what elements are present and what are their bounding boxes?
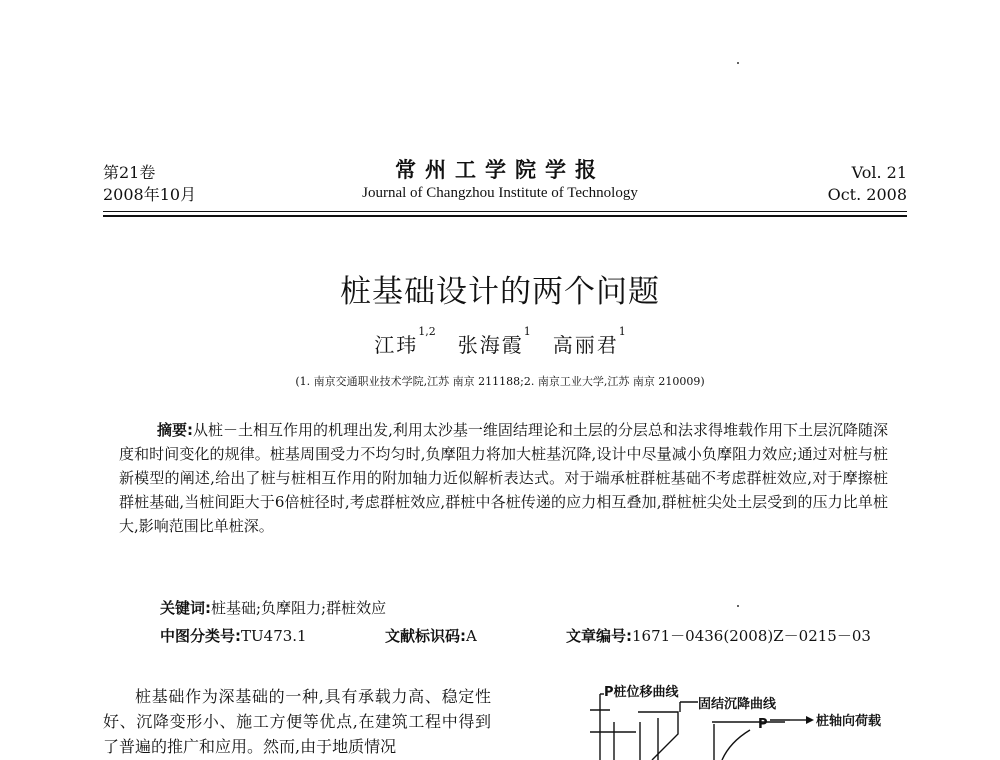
header-rule-bottom (103, 215, 907, 217)
abstract (119, 418, 888, 538)
author-affil-mark: 1 (618, 325, 626, 338)
keywords (160, 597, 386, 618)
author-name: 张海霞 (457, 333, 524, 357)
label-pile-displacement: P桩位移曲线 (604, 685, 679, 700)
clc-value: TU473.1 (241, 627, 307, 645)
volume-date-en (828, 162, 907, 206)
volume-cn: 第21卷 (103, 163, 156, 182)
body-column-left (103, 684, 491, 759)
header-rule-top (103, 211, 907, 212)
label-consolidation: 固结沉降曲线 (698, 697, 777, 712)
article-no-value: 1671－0436(2008)Z－0215－03 (632, 627, 871, 645)
author-name: 江玮 (374, 333, 419, 357)
axial-load-curve (722, 730, 750, 760)
author-affil-mark: 1,2 (418, 325, 436, 338)
arrow-head-icon (806, 716, 814, 724)
article-number (566, 625, 871, 646)
author-name: 高丽君 (552, 333, 619, 357)
document-code (385, 625, 477, 646)
doc-code-label: 文献标识码: (385, 627, 466, 645)
journal-title-en: Journal of Changzhou Institute of Technology (362, 185, 638, 201)
scan-speck (737, 605, 739, 607)
date-en: Oct. 2008 (827, 185, 907, 204)
author-list (0, 325, 1000, 358)
scan-speck (737, 62, 739, 64)
author-affil-mark: 1 (523, 325, 531, 338)
affiliation: (1. 南京交通职业技术学院,江苏 南京 211188;2. 南京工业大学,江苏 南京 210009) (295, 375, 705, 388)
volume-en: Vol. 21 (851, 163, 907, 182)
keywords-label: 关键词: (160, 599, 211, 617)
clc-label: 中图分类号: (160, 627, 241, 645)
article-title: 桩基础设计的两个问题 (340, 274, 660, 310)
keywords-text: 桩基础;负摩阻力;群桩效应 (211, 599, 387, 617)
doc-code-value: A (466, 627, 477, 645)
abstract-label: 摘要: (157, 421, 194, 439)
article-no-label: 文章编号: (566, 627, 632, 645)
abstract-text: 从桩－土相互作用的机理出发,利用太沙基一维固结理论和土层的分层总和法求得堆载作用下土层沉降随深度和时间变化的规律。桩基周围受力不均匀时,负摩阻力将加大桩基沉降,设计中尽量减小负摩阻力效应;通过对桩与桩新模型的阐述,给出了桩与桩相互作用的附加轴力近似解析表达式。对于端承桩群桩基础不考虑群桩效应,对于摩擦桩群桩基础,当桩间距大于6倍桩径时,考虑群桩效应,群桩中各桩传递的应力相互叠加,群桩桩尖处土层受到的压力比单桩大,影响范围比单桩深。 (119, 421, 888, 535)
clc-number (160, 625, 307, 646)
journal-title-cn: 常州工学院学报 (395, 157, 605, 182)
label-p: P (758, 717, 768, 732)
date-cn: 2008年10月 (103, 185, 197, 204)
body-paragraph: 桩基础作为深基础的一种,具有承载力高、稳定性好、沉降变形小、施工方便等优点,在建筑工程中得到了普遍的推广和应用。然而,由于地质情况 (103, 687, 491, 756)
pile-settlement-figure (580, 682, 910, 760)
label-axial-load: 桩轴向荷载 (816, 714, 882, 729)
